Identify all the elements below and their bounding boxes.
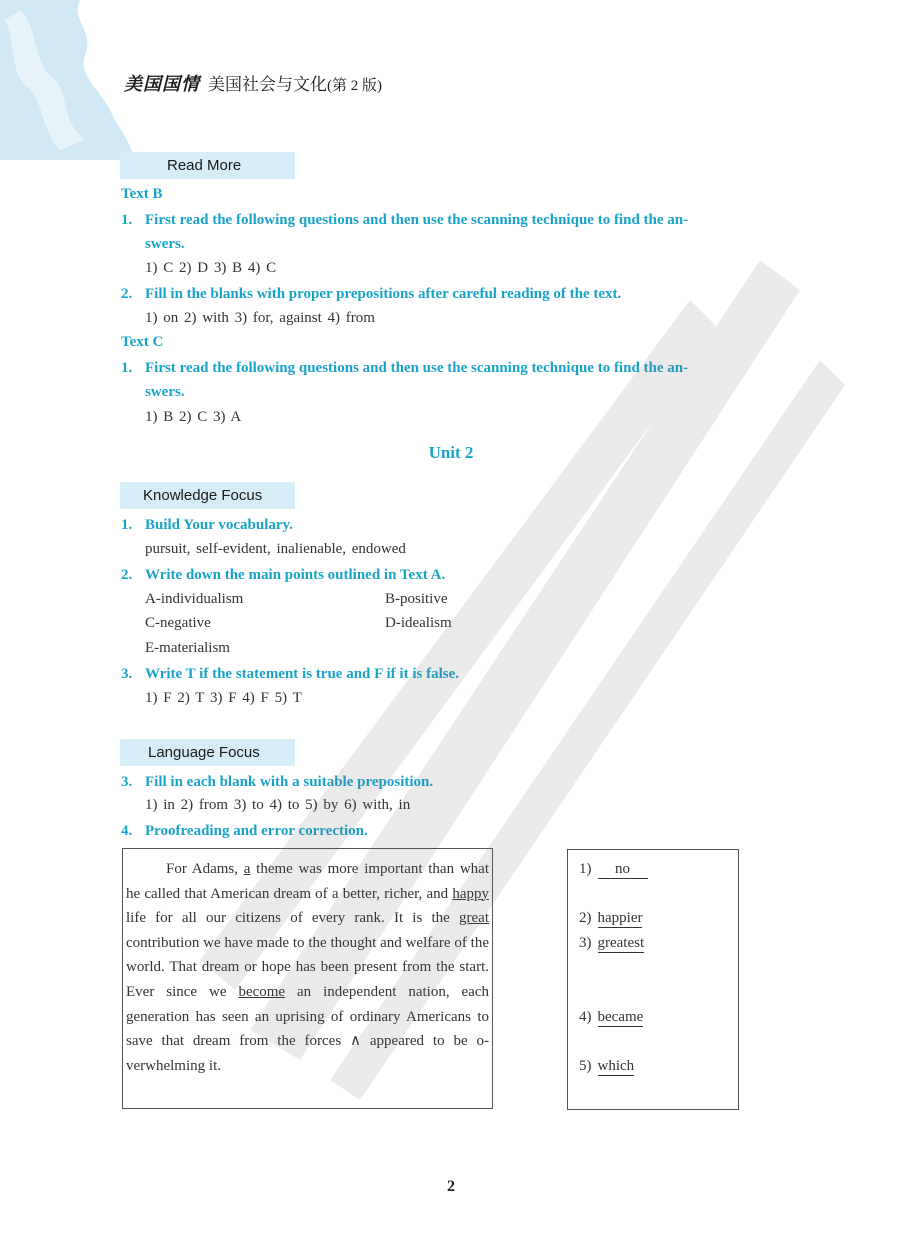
kf-answers-3: 1) F 2) T 3) F 4) F 5) T [145, 690, 302, 706]
passage-text: For Adams, [166, 861, 244, 877]
kf-question-3 [121, 662, 782, 686]
kf-point-b: B-positive [385, 591, 448, 607]
question-text-cont: swers. [145, 236, 185, 252]
correction-number: 5) [579, 1058, 592, 1074]
correction-word: no [598, 861, 648, 879]
error-mark-2: happy [452, 885, 489, 902]
correction-number: 2) [579, 910, 592, 926]
kf-point-e: E-materialism [145, 640, 230, 656]
kf-question-1 [121, 513, 782, 537]
proofreading-passage [122, 848, 493, 1109]
passage-text: theme was more important than what he called that American dream of a better, richer, and [126, 861, 489, 902]
question-number: 1. [121, 517, 133, 533]
error-mark-4: become [238, 983, 286, 1000]
question-text: First read the following questions and then use the scanning technique to find the an- [145, 360, 689, 376]
question-text: Write T if the statement is true and F if it is false. [145, 666, 459, 682]
question-number: 2. [121, 567, 133, 583]
question-text: Write down the main points outlined in Text A. [145, 567, 446, 583]
page-number: 2 [447, 1178, 455, 1195]
kf-point-d: D-idealism [385, 615, 452, 631]
running-header [124, 70, 382, 96]
section-knowledge-focus: Knowledge Focus [120, 482, 295, 509]
correction-number: 4) [579, 1009, 592, 1025]
text-b-answers-1: 1) C 2) D 3) B 4) C [145, 260, 277, 276]
kf-question-2 [121, 563, 782, 587]
passage-text: contribution we have made to the thought and welfare of the world. That dream or hope has been present from the start. Ever since we [126, 934, 489, 1000]
correction-1 [579, 861, 648, 879]
section-language-focus: Language Focus [120, 739, 295, 766]
passage-text: an independent nation, each generation has seen an uprising of ordinary Americans to save that dream from the forces ∧ appeared to be o-verwhelming it. [126, 983, 489, 1074]
kf-point-c: C-negative [145, 615, 211, 631]
header-subtitle: 美国社会与文化 [208, 75, 327, 95]
error-mark-3: great [459, 910, 489, 927]
question-text: First read the following questions and then use the scanning technique to find the an- [145, 212, 689, 228]
kf-answers-1: pursuit, self-evident, inalienable, endowed [145, 541, 406, 557]
question-text: Fill in each blank with a suitable preposition. [145, 774, 434, 790]
correction-word: became [597, 1009, 644, 1025]
text-c-answers-1: 1) B 2) C 3) A [145, 409, 242, 425]
correction-4 [579, 1009, 643, 1027]
correction-word: which [597, 1058, 635, 1074]
header-decoration [0, 0, 135, 160]
correction-5 [579, 1058, 634, 1076]
question-text: Fill in the blanks with proper prepositions after careful reading of the text. [145, 286, 622, 302]
error-mark-1: a [243, 861, 251, 877]
correction-word: greatest [597, 935, 645, 951]
kf-point-a: A-individualism [145, 591, 244, 607]
passage-text: life for all our citizens of every rank. It is the [126, 910, 460, 927]
text-b-answers-2: 1) on 2) with 3) for, against 4) from [145, 310, 375, 326]
correction-3 [579, 935, 644, 953]
text-c-question-1 [121, 356, 782, 404]
question-text: Build Your vocabulary. [145, 517, 293, 533]
question-number: 1. [121, 212, 133, 228]
text-c-label: Text C [121, 334, 164, 350]
lf-question-3 [121, 770, 782, 794]
question-text: Proofreading and error correction. [145, 823, 368, 839]
question-text-cont: swers. [145, 384, 185, 400]
question-number: 2. [121, 286, 133, 302]
lf-answers-3: 1) in 2) from 3) to 4) to 5) by 6) with, in [145, 797, 411, 813]
text-b-question-1 [121, 208, 782, 256]
section-read-more: Read More [120, 152, 295, 179]
header-brand: 美国国情 [124, 74, 200, 94]
correction-number: 1) [579, 861, 592, 877]
question-number: 3. [121, 774, 133, 790]
corrections-box [567, 849, 739, 1110]
correction-word: happier [597, 910, 643, 926]
question-number: 3. [121, 666, 133, 682]
text-b-label: Text B [121, 186, 163, 202]
lf-question-4 [121, 819, 782, 843]
passage-paragraph [126, 857, 489, 1078]
question-number: 4. [121, 823, 133, 839]
unit-title: Unit 2 [428, 443, 474, 462]
header-edition: (第 2 版) [327, 78, 382, 94]
question-number: 1. [121, 360, 133, 376]
correction-2 [579, 910, 642, 928]
correction-number: 3) [579, 935, 592, 951]
text-b-question-2 [121, 282, 782, 306]
